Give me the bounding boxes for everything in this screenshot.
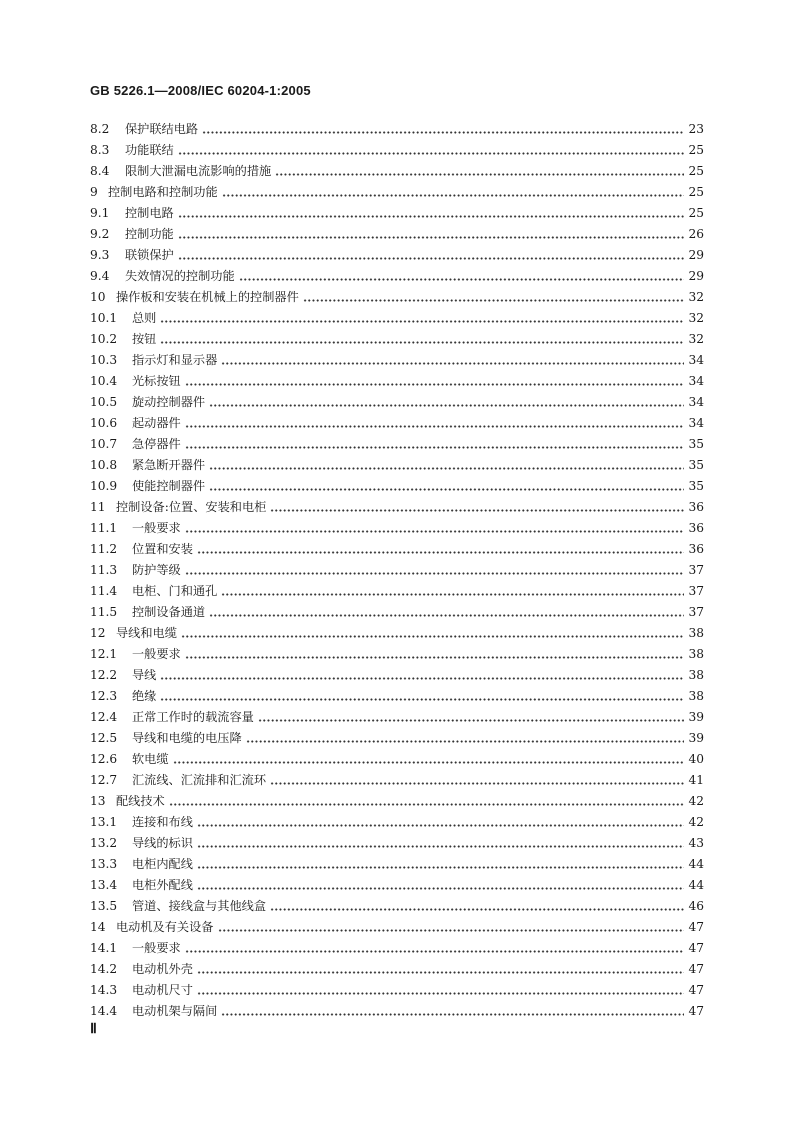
toc-entry[interactable] [90, 854, 704, 875]
toc-entry[interactable] [90, 392, 704, 413]
toc-leader-dots [209, 602, 684, 623]
toc-entry-title: 联锁保护 [125, 248, 174, 262]
toc-entry-page: 42 [688, 815, 704, 829]
toc-entry-page: 36 [688, 500, 704, 514]
toc-entry-page: 46 [688, 899, 704, 913]
toc-leader-dots [197, 812, 684, 833]
toc-leader-dots [185, 371, 684, 392]
toc-entry-number: 10.9 [90, 479, 118, 493]
toc-entry-title: 电动机架与隔间 [132, 1004, 218, 1018]
toc-leader-dots [246, 728, 684, 749]
toc-entry[interactable] [90, 665, 704, 686]
toc-entry[interactable] [90, 602, 704, 623]
toc-entry[interactable] [90, 518, 704, 539]
toc-leader-dots [185, 938, 684, 959]
toc-entry-title: 电柜内配线 [132, 857, 193, 871]
toc-entry[interactable] [90, 917, 704, 938]
toc-entry-number: 12 [90, 626, 106, 640]
document-header: GB 5226.1—2008/IEC 60204-1:2005 [90, 83, 311, 98]
toc-entry-number: 10.5 [90, 395, 118, 409]
toc-entry-title: 控制设备通道 [132, 605, 206, 619]
toc-entry-number: 9.2 [90, 227, 110, 241]
toc-entry-page: 38 [688, 626, 704, 640]
toc-entry-page: 38 [688, 668, 704, 682]
toc-entry-title: 电动机及有关设备 [116, 920, 214, 934]
toc-entry-title: 管道、接线盒与其他线盒 [132, 899, 267, 913]
toc-entry-number: 10.7 [90, 437, 118, 451]
toc-leader-dots [178, 245, 684, 266]
toc-entry[interactable] [90, 119, 704, 140]
toc-leader-dots [209, 476, 684, 497]
toc-entry-number: 12.6 [90, 752, 118, 766]
toc-entry[interactable] [90, 350, 704, 371]
toc-entry-number: 14 [90, 920, 106, 934]
toc-leader-dots [185, 518, 684, 539]
toc-entry-number: 8.2 [90, 122, 110, 136]
toc-entry-page: 35 [688, 437, 704, 451]
toc-entry-page: 29 [688, 269, 704, 283]
toc-leader-dots [221, 1001, 684, 1022]
toc-entry[interactable] [90, 896, 704, 917]
toc-entry[interactable] [90, 140, 704, 161]
toc-entry-page: 25 [688, 143, 704, 157]
toc-entry-page: 42 [688, 794, 704, 808]
toc-entry[interactable] [90, 371, 704, 392]
toc-entry-number: 8.4 [90, 164, 110, 178]
toc-entry-title: 一般要求 [132, 521, 181, 535]
toc-leader-dots [160, 308, 684, 329]
toc-entry-page: 38 [688, 689, 704, 703]
toc-entry-page: 47 [688, 962, 704, 976]
toc-entry-number: 10.6 [90, 416, 118, 430]
toc-entry-number: 9.4 [90, 269, 110, 283]
toc-entry-number: 12.3 [90, 689, 118, 703]
toc-entry-title: 限制大泄漏电流影响的措施 [125, 164, 272, 178]
toc-entry[interactable] [90, 812, 704, 833]
toc-leader-dots [181, 623, 684, 644]
toc-leader-dots [218, 917, 685, 938]
toc-entry-number: 10.3 [90, 353, 118, 367]
toc-entry-title: 保护联结电路 [125, 122, 199, 136]
toc-leader-dots [221, 350, 684, 371]
toc-entry-title: 电动机外壳 [132, 962, 193, 976]
table-of-contents [90, 119, 704, 1022]
toc-entry-title: 防护等级 [132, 563, 181, 577]
toc-entry-page: 35 [688, 479, 704, 493]
toc-leader-dots [197, 875, 684, 896]
toc-entry-page: 37 [688, 584, 704, 598]
toc-entry-page: 39 [688, 731, 704, 745]
toc-entry-number: 13.1 [90, 815, 118, 829]
toc-entry-title: 导线的标识 [132, 836, 193, 850]
toc-entry[interactable] [90, 707, 704, 728]
toc-entry[interactable] [90, 266, 704, 287]
toc-entry[interactable] [90, 875, 704, 896]
toc-entry-number: 13 [90, 794, 106, 808]
toc-entry-number: 9 [90, 185, 98, 199]
toc-entry-title: 位置和安装 [132, 542, 193, 556]
toc-entry-page: 34 [688, 374, 704, 388]
toc-entry[interactable] [90, 686, 704, 707]
toc-leader-dots [169, 791, 684, 812]
toc-entry-title: 起动器件 [132, 416, 181, 430]
toc-entry-title: 控制功能 [125, 227, 174, 241]
toc-leader-dots [185, 644, 684, 665]
toc-entry-number: 10 [90, 290, 106, 304]
toc-entry-page: 36 [688, 542, 704, 556]
toc-entry[interactable] [90, 434, 704, 455]
toc-leader-dots [221, 581, 684, 602]
toc-leader-dots [239, 266, 684, 287]
toc-entry-number: 11.2 [90, 542, 118, 556]
toc-entry-page: 37 [688, 563, 704, 577]
toc-entry[interactable] [90, 959, 704, 980]
toc-entry[interactable] [90, 287, 704, 308]
toc-entry[interactable] [90, 497, 704, 518]
toc-entry[interactable] [90, 938, 704, 959]
toc-entry-title: 指示灯和显示器 [132, 353, 218, 367]
toc-entry-page: 36 [688, 521, 704, 535]
toc-entry-number: 8.3 [90, 143, 110, 157]
toc-entry-page: 39 [688, 710, 704, 724]
toc-entry-number: 14.2 [90, 962, 118, 976]
toc-entry-page: 25 [688, 206, 704, 220]
toc-entry-page: 47 [688, 1004, 704, 1018]
toc-leader-dots [270, 896, 684, 917]
toc-leader-dots [197, 980, 684, 1001]
toc-entry-number: 13.2 [90, 836, 118, 850]
toc-leader-dots [275, 161, 684, 182]
toc-entry[interactable] [90, 413, 704, 434]
toc-entry[interactable] [90, 560, 704, 581]
toc-entry-title: 操作板和安装在机械上的控制器件 [116, 290, 299, 304]
toc-entry-title: 正常工作时的载流容量 [132, 710, 254, 724]
toc-entry-page: 29 [688, 248, 704, 262]
toc-entry-title: 导线和电缆的电压降 [132, 731, 242, 745]
toc-entry-number: 12.2 [90, 668, 118, 682]
toc-entry-page: 32 [688, 332, 704, 346]
toc-entry[interactable] [90, 329, 704, 350]
toc-entry-page: 47 [688, 941, 704, 955]
toc-entry-title: 急停器件 [132, 437, 181, 451]
toc-leader-dots [270, 497, 684, 518]
toc-leader-dots [209, 392, 684, 413]
toc-entry-title: 使能控制器件 [132, 479, 206, 493]
toc-entry-number: 14.3 [90, 983, 118, 997]
toc-leader-dots [185, 434, 684, 455]
toc-leader-dots [197, 539, 684, 560]
toc-entry-title: 导线和电缆 [116, 626, 177, 640]
toc-leader-dots [160, 665, 684, 686]
toc-entry[interactable] [90, 791, 704, 812]
toc-entry[interactable] [90, 245, 704, 266]
toc-entry-page: 23 [688, 122, 704, 136]
toc-entry[interactable] [90, 833, 704, 854]
toc-leader-dots [185, 413, 684, 434]
toc-entry-number: 11 [90, 500, 106, 514]
toc-entry[interactable] [90, 623, 704, 644]
toc-entry[interactable] [90, 161, 704, 182]
toc-entry[interactable] [90, 749, 704, 770]
toc-entry-page: 44 [688, 878, 704, 892]
toc-entry-title: 绝缘 [132, 689, 157, 703]
toc-entry-title: 控制设备:位置、安装和电柜 [116, 500, 267, 514]
toc-entry[interactable] [90, 728, 704, 749]
toc-entry-title: 总则 [132, 311, 157, 325]
toc-entry-title: 按钮 [132, 332, 157, 346]
toc-entry-number: 14.4 [90, 1004, 118, 1018]
toc-entry-page: 37 [688, 605, 704, 619]
toc-entry-page: 34 [688, 395, 704, 409]
toc-leader-dots [178, 224, 684, 245]
toc-entry-number: 11.4 [90, 584, 118, 598]
toc-entry-title: 电动机尺寸 [132, 983, 193, 997]
toc-leader-dots [202, 119, 684, 140]
toc-entry-page: 25 [688, 185, 704, 199]
toc-entry-number: 12.4 [90, 710, 118, 724]
toc-entry-page: 32 [688, 290, 704, 304]
toc-entry-title: 控制电路 [125, 206, 174, 220]
toc-leader-dots [197, 854, 684, 875]
toc-entry-title: 失效情况的控制功能 [125, 269, 235, 283]
toc-leader-dots [222, 182, 684, 203]
toc-leader-dots [178, 140, 684, 161]
toc-entry[interactable] [90, 308, 704, 329]
toc-entry[interactable] [90, 980, 704, 1001]
toc-leader-dots [197, 833, 684, 854]
toc-entry-title: 配线技术 [116, 794, 165, 808]
toc-entry-title: 一般要求 [132, 647, 181, 661]
toc-entry[interactable] [90, 224, 704, 245]
toc-entry-page: 47 [688, 983, 704, 997]
toc-entry-title: 软电缆 [132, 752, 169, 766]
toc-entry-page: 44 [688, 857, 704, 871]
toc-entry-number: 13.5 [90, 899, 118, 913]
toc-leader-dots [258, 707, 684, 728]
toc-entry-number: 11.1 [90, 521, 118, 535]
toc-leader-dots [178, 203, 684, 224]
toc-leader-dots [160, 329, 684, 350]
toc-entry-number: 10.8 [90, 458, 118, 472]
toc-entry-number: 12.1 [90, 647, 118, 661]
toc-entry[interactable] [90, 539, 704, 560]
toc-entry-page: 34 [688, 353, 704, 367]
toc-entry-number: 10.4 [90, 374, 118, 388]
toc-entry-number: 14.1 [90, 941, 118, 955]
toc-leader-dots [173, 749, 684, 770]
toc-entry-page: 38 [688, 647, 704, 661]
toc-entry-page: 41 [688, 773, 704, 787]
toc-entry-page: 25 [688, 164, 704, 178]
toc-leader-dots [209, 455, 684, 476]
toc-entry-title: 功能联结 [125, 143, 174, 157]
toc-entry-page: 40 [688, 752, 704, 766]
toc-entry[interactable] [90, 476, 704, 497]
toc-entry[interactable] [90, 182, 704, 203]
toc-entry[interactable] [90, 581, 704, 602]
toc-entry-page: 35 [688, 458, 704, 472]
toc-entry-title: 光标按钮 [132, 374, 181, 388]
toc-entry-page: 32 [688, 311, 704, 325]
toc-entry-title: 导线 [132, 668, 157, 682]
toc-leader-dots [197, 959, 684, 980]
toc-entry-title: 紧急断开器件 [132, 458, 206, 472]
toc-entry-number: 12.5 [90, 731, 118, 745]
toc-entry-page: 43 [688, 836, 704, 850]
toc-entry-number: 10.2 [90, 332, 118, 346]
toc-entry-title: 连接和布线 [132, 815, 193, 829]
toc-entry-title: 一般要求 [132, 941, 181, 955]
toc-entry-page: 47 [688, 920, 704, 934]
toc-entry[interactable] [90, 1001, 704, 1022]
toc-entry-number: 11.5 [90, 605, 118, 619]
toc-entry[interactable] [90, 203, 704, 224]
toc-entry-page: 26 [688, 227, 704, 241]
toc-entry-number: 13.4 [90, 878, 118, 892]
toc-entry-title: 控制电路和控制功能 [108, 185, 218, 199]
toc-entry[interactable] [90, 455, 704, 476]
toc-entry-title: 电柜、门和通孔 [132, 584, 218, 598]
toc-entry-number: 10.1 [90, 311, 118, 325]
toc-entry[interactable] [90, 644, 704, 665]
toc-entry-title: 汇流线、汇流排和汇流环 [132, 773, 267, 787]
toc-leader-dots [303, 287, 684, 308]
toc-entry[interactable] [90, 770, 704, 791]
page-number-roman: Ⅱ [90, 1022, 97, 1037]
toc-leader-dots [160, 686, 684, 707]
toc-entry-number: 9.1 [90, 206, 110, 220]
toc-entry-number: 12.7 [90, 773, 118, 787]
toc-entry-title: 电柜外配线 [132, 878, 193, 892]
toc-entry-number: 9.3 [90, 248, 110, 262]
toc-leader-dots [185, 560, 684, 581]
toc-entry-title: 旋动控制器件 [132, 395, 206, 409]
toc-entry-page: 34 [688, 416, 704, 430]
toc-entry-number: 11.3 [90, 563, 118, 577]
toc-entry-number: 13.3 [90, 857, 118, 871]
toc-leader-dots [270, 770, 684, 791]
